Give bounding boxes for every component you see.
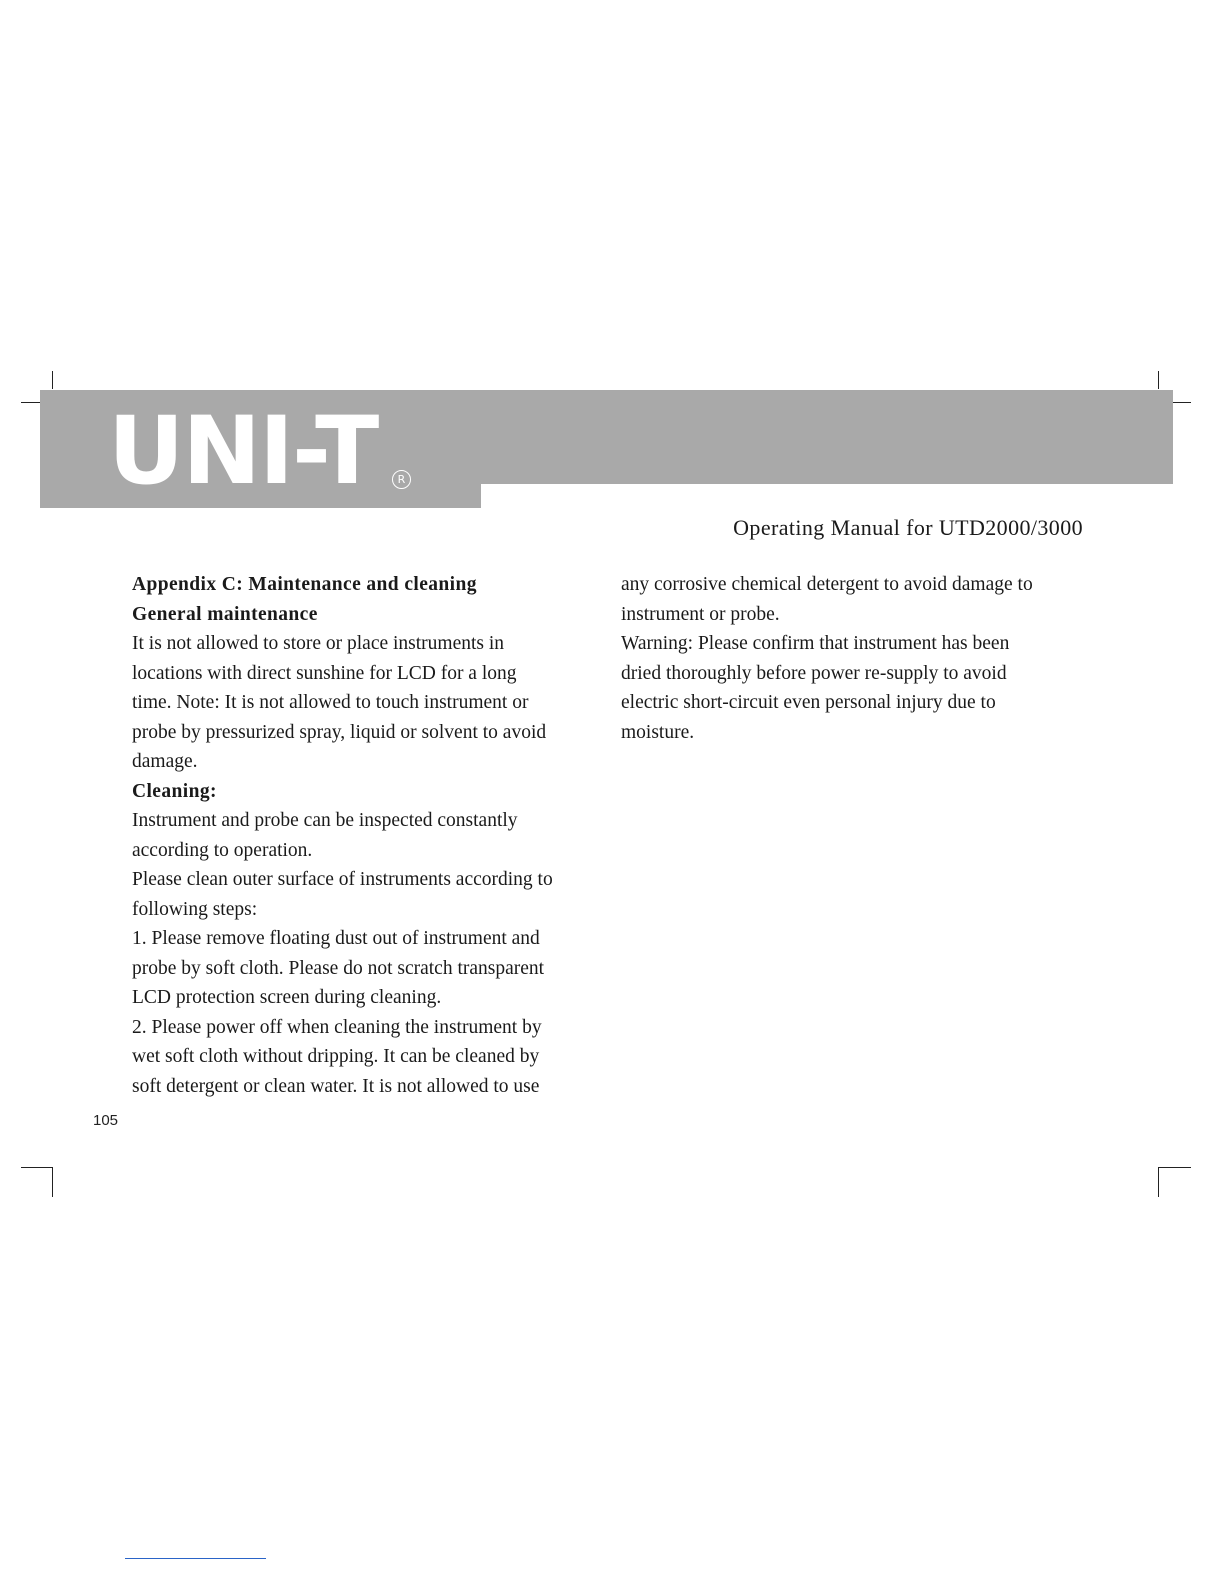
right-column xyxy=(621,570,1091,747)
text-line: 2. Please power off when cleaning the instrument by xyxy=(132,1016,542,1038)
text-line: Please clean outer surface of instruments according to xyxy=(132,869,553,890)
running-title: Operating Manual for UTD2000/3000 xyxy=(733,515,1083,540)
text-line: instrument or probe. xyxy=(621,603,780,625)
text-line: damage. xyxy=(132,751,198,772)
text-line: LCD protection screen during cleaning. xyxy=(132,987,442,1008)
crop-mark-bottom-left-horizontal xyxy=(21,1167,53,1168)
text-line: probe by soft cloth. Please do not scratch transparent xyxy=(132,957,545,979)
crop-mark-bottom-right-vertical xyxy=(1158,1167,1159,1197)
text-line: moisture. xyxy=(621,721,695,743)
crop-mark-bottom-right-horizontal xyxy=(1158,1167,1191,1168)
registered-mark-icon: R xyxy=(392,470,411,489)
text-line: following steps: xyxy=(132,898,258,920)
text-line: time. Note: It is not allowed to touch instrument or xyxy=(132,692,529,713)
page-number: 105 xyxy=(93,1112,119,1129)
text-line: locations with direct sunshine for LCD for a long xyxy=(132,662,517,684)
text-line: 1. Please remove floating dust out of instrument and xyxy=(132,928,540,949)
text-line: probe by pressurized spray, liquid or solvent to avoid xyxy=(132,721,547,743)
left-column xyxy=(132,570,612,1101)
appendix-heading: Appendix C: Maintenance and cleaning xyxy=(132,574,477,595)
text-line: electric short-circuit even personal injury due to xyxy=(621,692,996,713)
crop-mark-top-left-horizontal xyxy=(21,402,40,403)
text-line: It is not allowed to store or place instruments in xyxy=(132,633,505,654)
section-heading-cleaning: Cleaning: xyxy=(132,780,217,802)
text-line: wet soft cloth without dripping. It can be cleaned by xyxy=(132,1046,540,1067)
section-heading-general-maintenance: General maintenance xyxy=(132,603,318,625)
text-line: any corrosive chemical detergent to avoid damage to xyxy=(621,574,1033,595)
crop-mark-top-left-vertical xyxy=(52,371,53,389)
text-line: dried thoroughly before power re-supply to avoid xyxy=(621,662,1007,684)
footer-rule xyxy=(125,1558,266,1559)
text-line: according to operation. xyxy=(132,839,313,861)
crop-mark-bottom-left-vertical xyxy=(52,1167,53,1197)
warning-line: Warning: Please confirm that instrument has been xyxy=(621,633,1010,654)
crop-mark-top-right-horizontal xyxy=(1173,402,1191,403)
crop-mark-top-right-vertical xyxy=(1158,371,1159,389)
text-line: soft detergent or clean water. It is not allowed to use xyxy=(132,1075,540,1097)
brand-logo: UNI-T xyxy=(108,397,378,506)
text-line: Instrument and probe can be inspected constantly xyxy=(132,810,518,831)
